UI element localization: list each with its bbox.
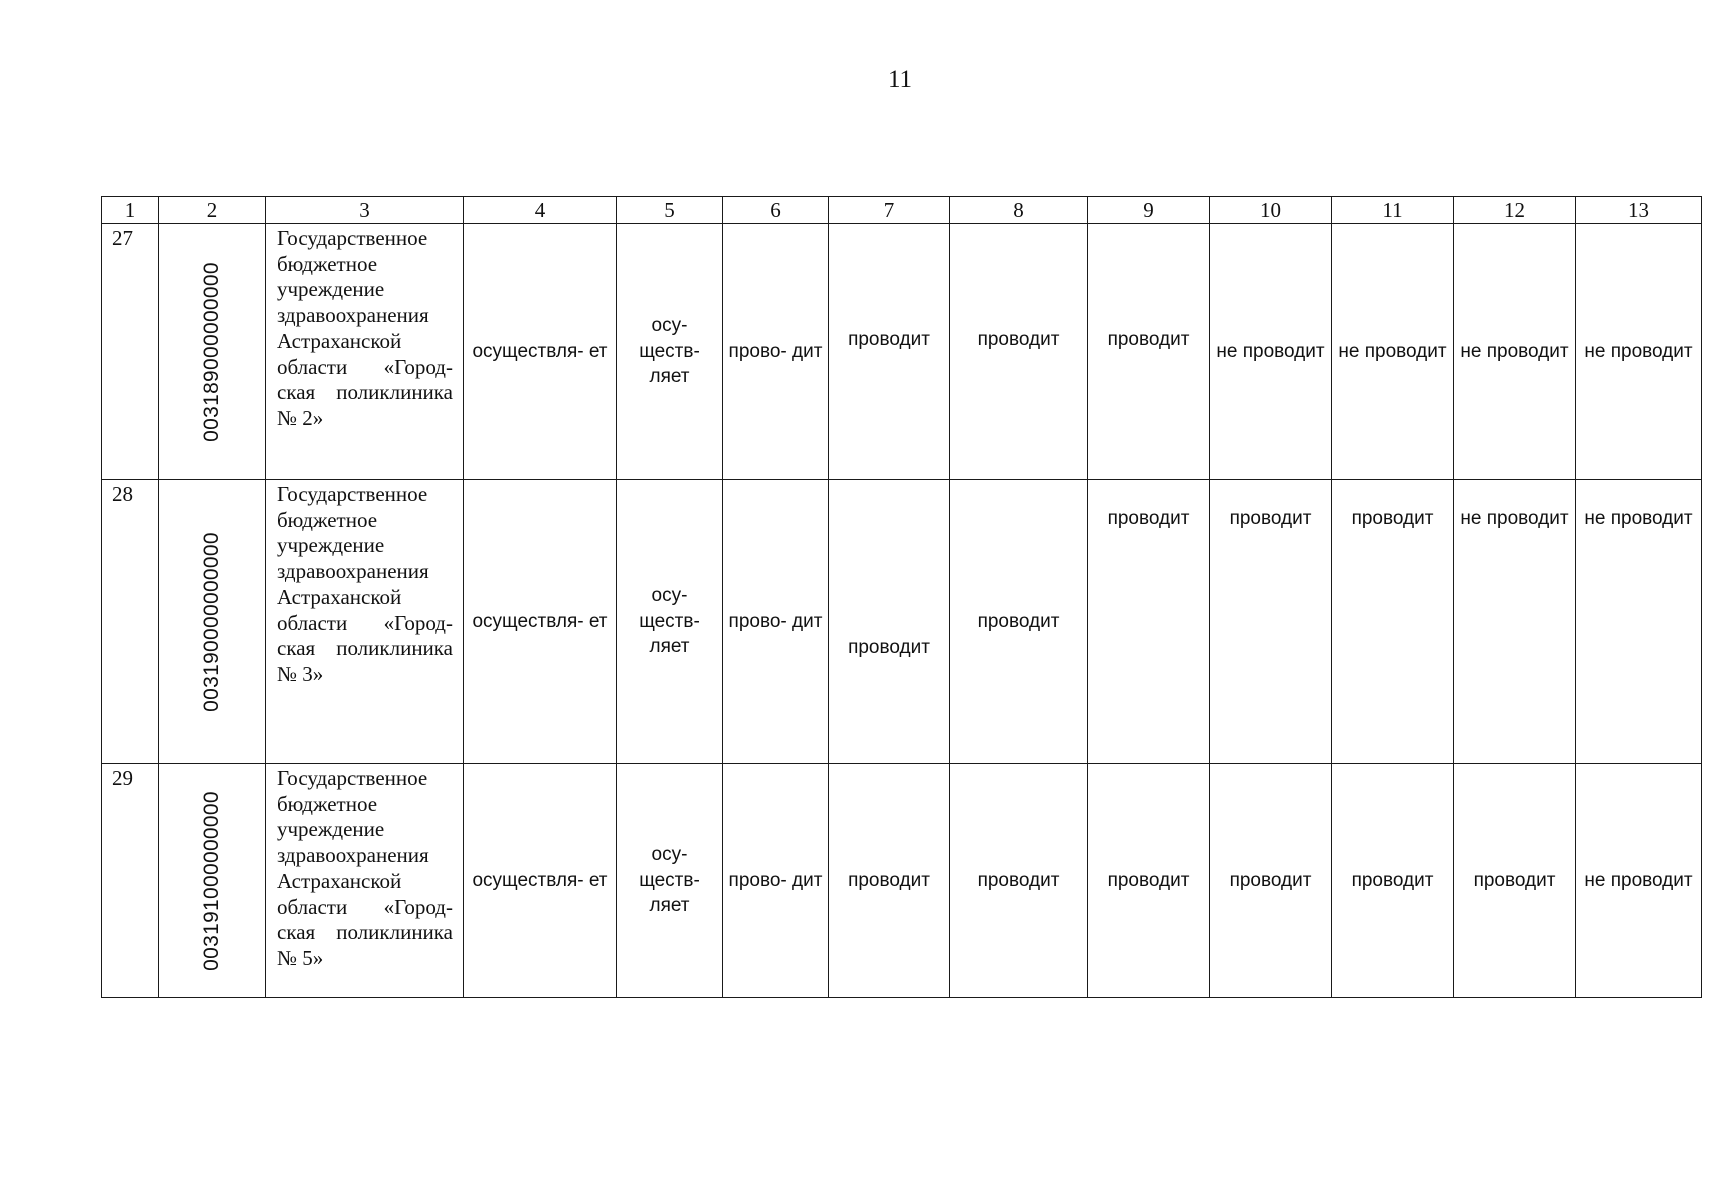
cell-col-4: осуществля- ет — [464, 224, 617, 480]
header-row — [102, 197, 1702, 224]
column-header: 6 — [723, 197, 829, 224]
cell-col-12: не проводит — [1454, 480, 1576, 764]
cell-col-8: проводит — [950, 480, 1088, 764]
cell-col-9: проводит — [1088, 764, 1210, 998]
cell-col-7: проводит — [829, 224, 950, 480]
cell-col-5: осу- ществ- ляет — [617, 764, 723, 998]
column-header: 13 — [1576, 197, 1702, 224]
column-header: 7 — [829, 197, 950, 224]
institution-name: Государственное бюджетное учреждение здравоохранения Астраханской области «Город- ская поликлиника № 5» — [266, 764, 464, 998]
cell-col-13: не проводит — [1576, 224, 1702, 480]
row-number: 27 — [102, 224, 159, 480]
cell-col-11: проводит — [1332, 764, 1454, 998]
cell-col-13: не проводит — [1576, 480, 1702, 764]
cell-col-4: осуществля- ет — [464, 480, 617, 764]
column-header: 2 — [159, 197, 266, 224]
column-header: 8 — [950, 197, 1088, 224]
cell-col-11: не проводит — [1332, 224, 1454, 480]
institution-name: Государственное бюджетное учреждение здравоохранения Астраханской области «Город- ская поликлиника № 2» — [266, 224, 464, 480]
registry-code: 003191000000000 — [200, 790, 223, 971]
cell-col-11: проводит — [1332, 480, 1454, 764]
cell-col-7: проводит — [829, 764, 950, 998]
cell-col-10: проводит — [1210, 480, 1332, 764]
registry-code-cell — [159, 480, 266, 764]
column-header: 10 — [1210, 197, 1332, 224]
registry-table — [101, 196, 1702, 998]
cell-col-5: осу- ществ- ляет — [617, 480, 723, 764]
column-header: 5 — [617, 197, 723, 224]
column-header: 3 — [266, 197, 464, 224]
cell-col-9: проводит — [1088, 480, 1210, 764]
table-row — [102, 224, 1702, 480]
cell-col-13: не проводит — [1576, 764, 1702, 998]
cell-col-6: прово- дит — [723, 480, 829, 764]
column-header: 11 — [1332, 197, 1454, 224]
cell-col-7: проводит — [829, 480, 950, 764]
cell-col-9: проводит — [1088, 224, 1210, 480]
registry-code-cell — [159, 764, 266, 998]
cell-col-10: не проводит — [1210, 224, 1332, 480]
cell-col-6: прово- дит — [723, 224, 829, 480]
cell-col-8: проводит — [950, 224, 1088, 480]
column-header: 1 — [102, 197, 159, 224]
institution-name: Государственное бюджетное учреждение здравоохранения Астраханской области «Город- ская поликлиника № 3» — [266, 480, 464, 764]
table-row — [102, 480, 1702, 764]
cell-col-6: прово- дит — [723, 764, 829, 998]
column-header: 4 — [464, 197, 617, 224]
cell-col-5: осу- ществ- ляет — [617, 224, 723, 480]
cell-col-8: проводит — [950, 764, 1088, 998]
row-number: 28 — [102, 480, 159, 764]
column-header: 12 — [1454, 197, 1576, 224]
registry-code: 003189000000000 — [200, 261, 223, 442]
registry-code-cell — [159, 224, 266, 480]
cell-col-4: осуществля- ет — [464, 764, 617, 998]
registry-code: 003190000000000 — [200, 531, 223, 712]
row-number: 29 — [102, 764, 159, 998]
page-number: 11 — [887, 66, 913, 93]
cell-col-10: проводит — [1210, 764, 1332, 998]
cell-col-12: проводит — [1454, 764, 1576, 998]
table-row — [102, 764, 1702, 998]
column-header: 9 — [1088, 197, 1210, 224]
cell-col-12: не проводит — [1454, 224, 1576, 480]
